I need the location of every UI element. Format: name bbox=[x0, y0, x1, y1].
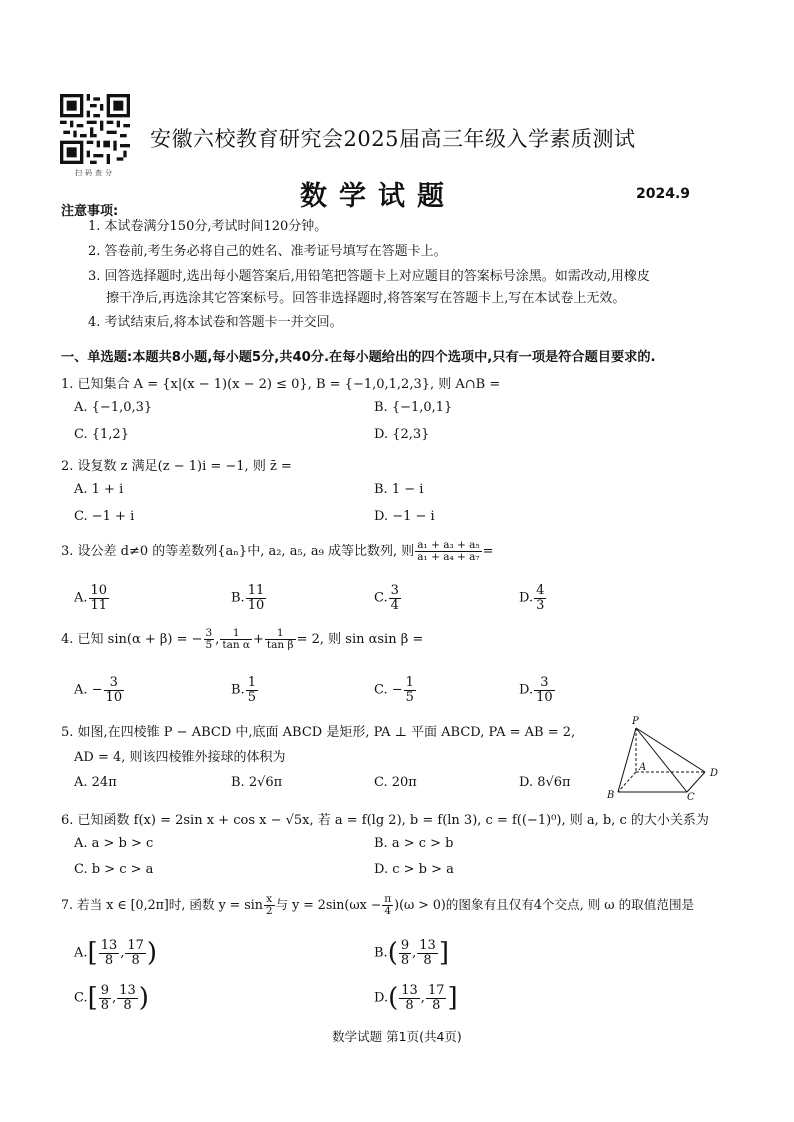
note-item: 3. 回答选择题时,选出每小题答案后,用铅笔把答题卡上对应题目的答案标号涂黑。如需改动,用橡皮 bbox=[88, 269, 650, 284]
option-c: C. {1,2} bbox=[74, 427, 129, 442]
exam-title: 安徽六校教育研究会2025届高三年级入学素质测试 bbox=[150, 127, 636, 151]
label-p: P bbox=[632, 716, 639, 727]
edge-pb bbox=[618, 728, 636, 792]
option-d: D.( $\frac{13}{8}$ , $\frac{17}{8}$ ] bbox=[374, 982, 458, 1013]
question-stem-cont: AD = 4, 则该四棱锥外接球的体积为 bbox=[74, 750, 286, 765]
edge-cd bbox=[687, 772, 705, 792]
option-a: A. 1 + i bbox=[74, 482, 124, 497]
exam-date: 2024.9 bbox=[636, 186, 691, 202]
option-b: B. $\frac{11}{10}$ bbox=[231, 583, 265, 613]
option-a: A. {−1,0,3} bbox=[74, 400, 153, 415]
note-item: 4. 考试结束后,将本试卷和答题卡一并交回。 bbox=[88, 315, 343, 330]
edge-pd bbox=[636, 728, 705, 772]
qr-code-icon bbox=[60, 94, 130, 164]
note-item: 擦干净后,再选涂其它答案标号。回答非选择题时,将答案写在答题卡上,写在本试卷上无效。 bbox=[106, 291, 626, 306]
notes-heading: 注意事项: bbox=[61, 204, 119, 219]
subject-title: 数学试题 bbox=[300, 181, 456, 212]
note-item: 2. 答卷前,考生务必将自己的姓名、准考证号填写在答题卡上。 bbox=[88, 244, 447, 259]
edge-pc bbox=[636, 728, 687, 792]
option-c: C. − $\frac{1}{5}$ bbox=[374, 675, 414, 705]
option-a: A. $\frac{10}{11}$ bbox=[74, 583, 108, 613]
label-a: A bbox=[639, 762, 647, 773]
option-c: C. $\frac{3}{4}$ bbox=[374, 583, 399, 613]
question-stem: 4. 已知 sin(α + β) = − $\frac{3}{5}$ , $\frac{1}{\text{tan α}}$ + $\frac{1}{\text{tan β}}$ = 2, 则 sin αsin β = bbox=[61, 627, 424, 652]
option-c: C. −1 + i bbox=[74, 509, 135, 524]
option-d: D. c > b > a bbox=[374, 862, 454, 877]
question-stem: 2. 设复数 z 满足(z − 1)i = −1, 则 z̄ = bbox=[61, 459, 292, 474]
question-stem: 6. 已知函数 f(x) = 2sin x + cos x − √5x, 若 a = f(lg 2), b = f(ln 3), c = f((−1)⁰), 则 a, b, c 的大小关系为 bbox=[61, 813, 709, 828]
question-stem: 7. 若当 x ∈ [0,2π]时, 函数 y = sin $\frac{x}{2}$ 与 y = 2sin(ωx − $\frac{\pi}{4}$ )(ω > 0)的图象有且仅有4个交点, 则 ω 的取值范围是 bbox=[61, 893, 695, 918]
pyramid-figure bbox=[603, 714, 725, 800]
section-heading: 一、单选题:本题共8小题,每小题5分,共40分.在每小题给出的四个选项中,只有一项是符合题目要求的. bbox=[61, 350, 656, 365]
option-b: B. 2√6π bbox=[231, 775, 283, 790]
option-b: B. a > c > b bbox=[374, 836, 454, 851]
option-b: B. 1 − i bbox=[374, 482, 424, 497]
option-d: D. 8√6π bbox=[519, 775, 571, 790]
option-d: D. $\frac{3}{10}$ bbox=[519, 675, 553, 705]
option-c: C. 20π bbox=[374, 775, 417, 790]
option-b: B.( $\frac{9}{8}$ , $\frac{13}{8}$ ] bbox=[374, 937, 449, 968]
question-stem: 3. 设公差 d≠0 的等差数列{aₙ}中, a₂, a₅, a₉ 成等比数列, 则 $\frac{\text{a₁ + a₃ + a₅}}{\text{a₁ + a₄ + a₇}}$ = bbox=[61, 539, 494, 564]
option-c: C. b > c > a bbox=[74, 862, 154, 877]
question-stem: 1. 已知集合 A = {x|(x − 1)(x − 2) ≤ 0}, B = {−1,0,1,2,3}, 则 A∩B = bbox=[61, 377, 501, 392]
option-c: C.[ $\frac{9}{8}$ , $\frac{13}{8}$ ) bbox=[74, 982, 149, 1013]
label-d: D bbox=[710, 768, 719, 779]
option-a: A. a > b > c bbox=[74, 836, 154, 851]
label-c: C bbox=[687, 792, 695, 800]
option-d: D. −1 − i bbox=[374, 509, 435, 524]
fraction: $\frac{\text{a₁ + a₃ + a₅}}{\text{a₁ + a₄ + a₇}}$ bbox=[417, 539, 480, 564]
option-b: B. $\frac{1}{5}$ bbox=[231, 675, 256, 705]
label-b: B bbox=[607, 790, 615, 800]
qr-caption: 扫码查分 bbox=[75, 169, 115, 177]
note-item: 1. 本试卷满分150分,考试时间120分钟。 bbox=[88, 219, 328, 234]
option-b: B. {−1,0,1} bbox=[374, 400, 453, 415]
option-a: A. − $\frac{3}{10}$ bbox=[74, 675, 123, 705]
option-a: A.[ $\frac{13}{8}$ , $\frac{17}{8}$ ) bbox=[74, 937, 158, 968]
page-footer: 数学试题 第1页(共4页) bbox=[332, 1029, 462, 1044]
option-d: D. $\frac{4}{3}$ bbox=[519, 583, 545, 613]
question-stem: 5. 如图,在四棱锥 P − ABCD 中,底面 ABCD 是矩形, PA ⊥ 平面 ABCD, PA = AB = 2, bbox=[61, 725, 576, 740]
option-d: D. {2,3} bbox=[374, 427, 430, 442]
option-a: A. 24π bbox=[74, 775, 117, 790]
